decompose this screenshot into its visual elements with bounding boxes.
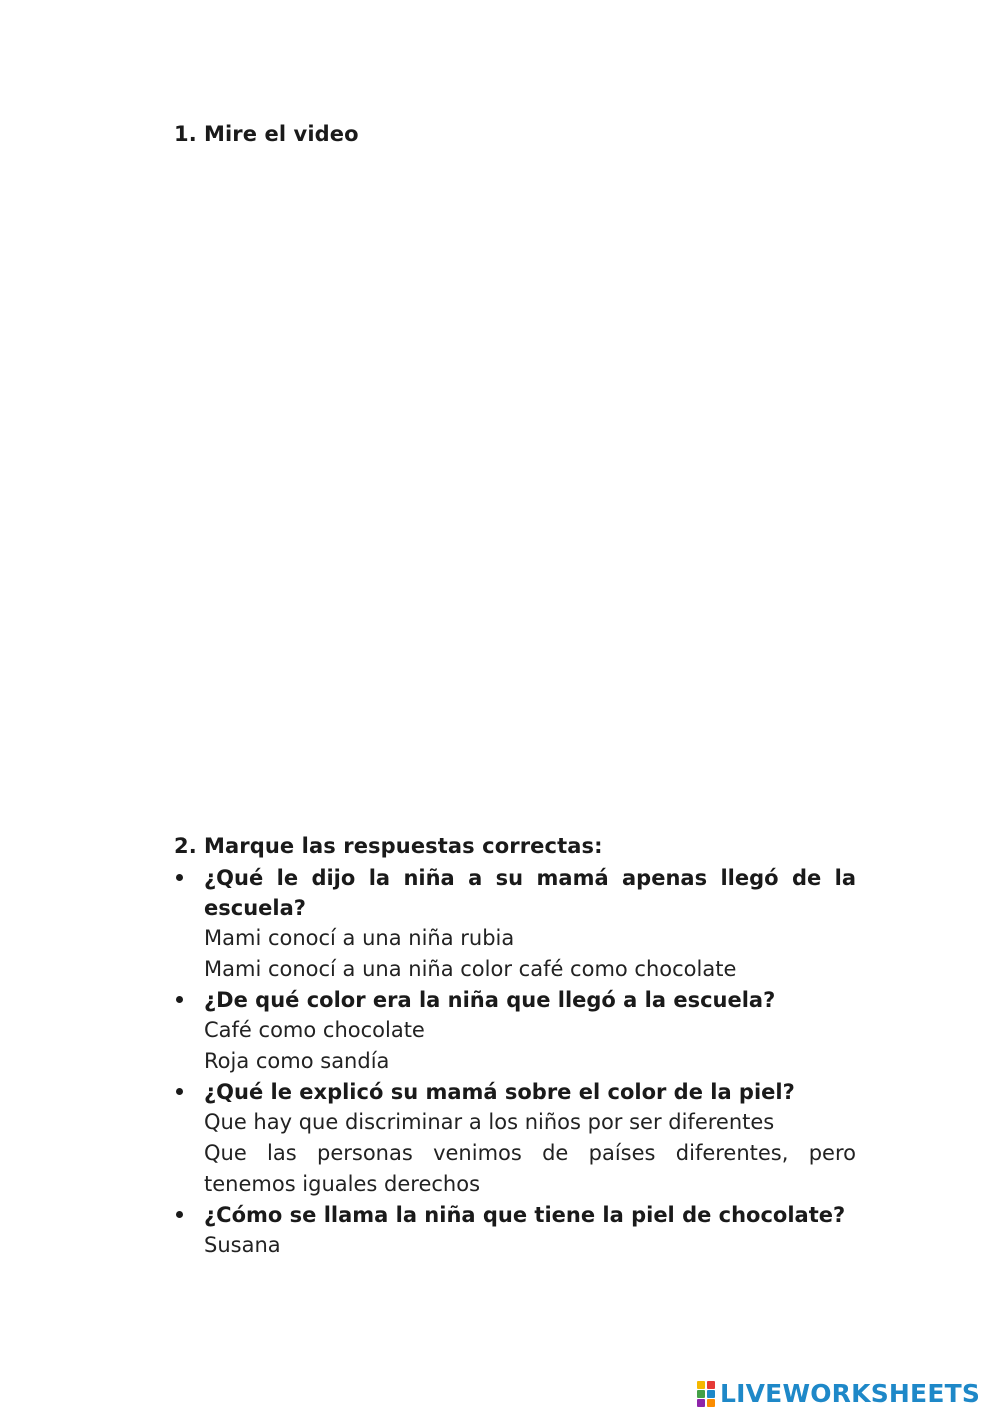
answer-option[interactable]: Mami conocí a una niña color café como chocolate [204, 957, 737, 981]
liveworksheets-logo-icon [697, 1379, 717, 1407]
question-item [174, 985, 856, 1077]
answer-option[interactable]: Mami conocí a una niña rubia [204, 926, 515, 950]
question-item [174, 863, 856, 985]
question-text: ¿Qué le explicó su mamá sobre el color de la piel? [204, 1080, 795, 1104]
section-2-number: 2. [174, 834, 197, 858]
liveworksheets-logo [697, 1377, 980, 1409]
question-text: ¿De qué color era la niña que llegó a la escuela? [204, 988, 776, 1012]
bullet-icon [176, 1211, 183, 1218]
section-1-number: 1. [174, 122, 197, 146]
answer-option[interactable]: Que hay que discriminar a los niños por ser diferentes [204, 1110, 775, 1134]
question-item [174, 1077, 856, 1200]
brand-name: LIVEWORKSHEETS [720, 1378, 981, 1408]
answer-option[interactable]: Roja como sandía [204, 1049, 390, 1073]
question-text: ¿Cómo se llama la niña que tiene la piel de chocolate? [204, 1203, 846, 1227]
bullet-icon [176, 996, 183, 1003]
section-2-heading [174, 832, 603, 860]
bullet-icon [176, 1088, 183, 1095]
answer-option[interactable]: Que las personas venimos de países diferentes, pero tenemos iguales derechos [204, 1141, 856, 1196]
section-1-title: Mire el video [204, 122, 359, 146]
question-text: ¿Qué le dijo la niña a su mamá apenas llegó de la escuela? [204, 866, 856, 920]
answer-option[interactable]: Susana [204, 1233, 281, 1257]
question-list [174, 863, 856, 1261]
bullet-icon [176, 874, 183, 881]
video-embed-area[interactable] [174, 165, 856, 805]
answer-option[interactable]: Café como chocolate [204, 1018, 425, 1042]
section-2-title: Marque las respuestas correctas: [204, 834, 603, 858]
question-item [174, 1200, 856, 1261]
section-1-heading [174, 120, 359, 148]
